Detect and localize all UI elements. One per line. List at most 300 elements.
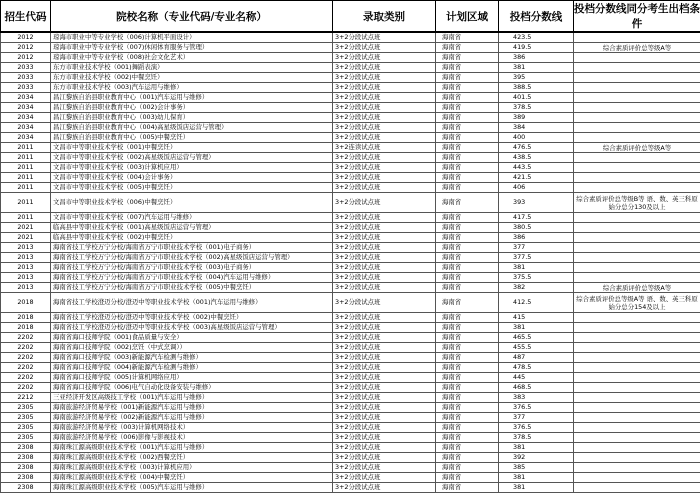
cell-score: 419.5 [499, 43, 574, 53]
cell-score: 445 [499, 373, 574, 383]
cell-condition [574, 213, 700, 223]
table-row [1, 113, 700, 123]
cell-category: 3+2分段试点班 [333, 243, 436, 253]
cell-code: 2034 [1, 93, 51, 103]
cell-code: 2034 [1, 103, 51, 113]
cell-condition [574, 363, 700, 373]
cell-school: 海南省技工学校万宁分校/海南省万宁市职业技术学校（005)中餐烹饪） [51, 283, 333, 293]
table-row [1, 63, 700, 73]
cell-category: 3+2分段试点班 [333, 273, 436, 283]
cell-score: 389 [499, 113, 574, 123]
cell-category: 3+2分段试点班 [333, 403, 436, 413]
cell-school: 海南省技工学校澄迈分校/澄迈中等职业技术学校（001)汽车运用与维修） [51, 293, 333, 313]
table-row [1, 83, 700, 93]
cell-condition [574, 453, 700, 463]
cell-category: 3+2分段试点班 [333, 363, 436, 373]
cell-condition [574, 343, 700, 353]
cell-school: 海南省技工学校万宁分校/海南省万宁市职业技术学校（004)汽车运用与维修） [51, 273, 333, 283]
cell-condition [574, 183, 700, 193]
cell-condition [574, 263, 700, 273]
cell-school: 海南省技工学校万宁分校/海南省万宁市职业技术学校（001)电子商务） [51, 243, 333, 253]
cell-area: 海南省 [436, 73, 499, 83]
cell-condition [574, 473, 700, 483]
cell-condition [574, 233, 700, 243]
cell-school: 海南省技工学校澄迈分校/澄迈中等职业技术学校（002)中餐烹饪） [51, 313, 333, 323]
cell-score: 376.5 [499, 423, 574, 433]
cell-school: 琼海市职业中等专业学校（006)计算机平面设计） [51, 32, 333, 43]
table-row [1, 233, 700, 243]
cell-code: 2033 [1, 63, 51, 73]
cell-code: 2021 [1, 223, 51, 233]
cell-condition [574, 173, 700, 183]
cell-condition [574, 483, 700, 493]
cell-school: 海南珠江源高级职业技术学校（004)中餐烹饪） [51, 473, 333, 483]
cell-category: 3+2分段试点班 [333, 413, 436, 423]
table-row [1, 283, 700, 293]
cell-school: 文昌市中等职业技术学校（007)汽车运用与维修） [51, 213, 333, 223]
cell-score: 386 [499, 233, 574, 243]
cell-code: 2033 [1, 73, 51, 83]
cell-condition [574, 153, 700, 163]
cell-code: 2305 [1, 423, 51, 433]
cell-code: 2018 [1, 313, 51, 323]
cell-category: 3+2分段试点班 [333, 233, 436, 243]
table-row [1, 93, 700, 103]
cell-condition [574, 32, 700, 43]
cell-score: 384 [499, 123, 574, 133]
cell-area: 海南省 [436, 453, 499, 463]
cell-condition [574, 403, 700, 413]
table-row [1, 253, 700, 263]
cell-condition [574, 223, 700, 233]
cell-condition [574, 103, 700, 113]
cell-category: 3+2分段试点班 [333, 53, 436, 63]
cell-condition: 综合素质评价总等级A等 [574, 43, 700, 53]
cell-area: 海南省 [436, 423, 499, 433]
table-row [1, 443, 700, 453]
cell-area: 海南省 [436, 383, 499, 393]
cell-school: 海南省海口技师学院（003)新能源汽车检测与维修） [51, 353, 333, 363]
cell-condition [574, 73, 700, 83]
cell-area: 海南省 [436, 183, 499, 193]
cell-area: 海南省 [436, 243, 499, 253]
cell-code: 2202 [1, 343, 51, 353]
cell-score: 385 [499, 463, 574, 473]
cell-score: 415 [499, 313, 574, 323]
cell-code: 2011 [1, 183, 51, 193]
header-school: 院校名称（专业代码/专业名称） [51, 1, 333, 33]
cell-condition: 综合素质评价总等级A等 [574, 283, 700, 293]
cell-score: 381 [499, 323, 574, 333]
cell-category: 3+2分段试点班 [333, 453, 436, 463]
cell-category: 3+2分段试点班 [333, 32, 436, 43]
cell-code: 2013 [1, 273, 51, 283]
cell-code: 2202 [1, 383, 51, 393]
cell-category: 3+2分段试点班 [333, 463, 436, 473]
cell-category: 3+2分段试点班 [333, 223, 436, 233]
cell-category: 3+2分段试点班 [333, 433, 436, 443]
table-row [1, 73, 700, 83]
cell-score: 375.5 [499, 273, 574, 283]
cell-category: 3+2分段试点班 [333, 83, 436, 93]
table-row [1, 53, 700, 63]
cell-category: 3+2分段试点班 [333, 443, 436, 453]
cell-area: 海南省 [436, 373, 499, 383]
cell-condition [574, 163, 700, 173]
cell-code: 2018 [1, 293, 51, 313]
cell-code: 2305 [1, 433, 51, 443]
cell-code: 2308 [1, 463, 51, 473]
cell-code: 2011 [1, 163, 51, 173]
cell-school: 文昌市中等职业技术学校（004)会计事务） [51, 173, 333, 183]
cell-code: 2012 [1, 43, 51, 53]
table-row [1, 413, 700, 423]
cell-category: 3+2分段试点班 [333, 63, 436, 73]
cell-school: 海南省海口技师学院（005)计算机网络应用） [51, 373, 333, 383]
cell-school: 海南省海口技师学院（004)新能源汽车检测与维修） [51, 363, 333, 373]
cell-code: 2011 [1, 213, 51, 223]
table-row [1, 213, 700, 223]
cell-condition [574, 113, 700, 123]
cell-area: 海南省 [436, 143, 499, 153]
cell-school: 海南省技工学校澄迈分校/澄迈中等职业技术学校（003)高星级饭店运营与管理） [51, 323, 333, 333]
cell-code: 2308 [1, 483, 51, 493]
cell-condition: 综合素质评价总等级A等 语、数、英三科原始分总分154及以上 [574, 293, 700, 313]
cell-score: 382 [499, 283, 574, 293]
cell-school: 海南珠江源高级职业技术学校（001)汽车运用与维修） [51, 443, 333, 453]
cell-area: 海南省 [436, 313, 499, 323]
cell-score: 400 [499, 133, 574, 143]
cell-school: 海南珠江源高级职业技术学校（002)西餐烹饪） [51, 453, 333, 463]
table-row [1, 483, 700, 493]
cell-category: 3+2分段试点班 [333, 343, 436, 353]
cell-score: 381 [499, 483, 574, 493]
cell-category: 3+2分段试点班 [333, 153, 436, 163]
cell-category: 3+2分段试点班 [333, 483, 436, 493]
cell-school: 东方市职业技术学校（003)汽车运用与维修） [51, 83, 333, 93]
cell-code: 2308 [1, 473, 51, 483]
cell-score: 395 [499, 73, 574, 83]
cell-category: 3+2分段试点班 [333, 163, 436, 173]
cell-score: 380.5 [499, 223, 574, 233]
cell-school: 昌江黎族自治县职业教育中心（003)幼儿保育） [51, 113, 333, 123]
cell-score: 487 [499, 353, 574, 363]
cell-score: 412.5 [499, 293, 574, 313]
cell-condition [574, 53, 700, 63]
cell-category: 3+2分段试点班 [333, 213, 436, 223]
cell-area: 海南省 [436, 253, 499, 263]
cell-school: 海南珠江源高级职业技术学校（005)汽车运用与维修） [51, 483, 333, 493]
cell-area: 海南省 [436, 113, 499, 123]
cell-area: 海南省 [436, 153, 499, 163]
cell-category: 3+2分段试点班 [333, 323, 436, 333]
cell-area: 海南省 [436, 103, 499, 113]
cell-area: 海南省 [436, 263, 499, 273]
cell-score: 376.5 [499, 403, 574, 413]
cell-category: 3+2分段试点班 [333, 43, 436, 53]
cell-school: 文昌市中等职业技术学校（005)中餐烹饪） [51, 183, 333, 193]
cell-condition [574, 383, 700, 393]
table-row [1, 393, 700, 403]
header-area: 计划区域 [436, 1, 499, 33]
cell-area: 海南省 [436, 463, 499, 473]
cell-school: 海南省海口技师学院（002)烹饪（中式烹调）） [51, 343, 333, 353]
cell-area: 海南省 [436, 413, 499, 423]
cell-score: 421.5 [499, 173, 574, 183]
table-row [1, 273, 700, 283]
table-row [1, 463, 700, 473]
cell-area: 海南省 [436, 273, 499, 283]
cell-code: 2011 [1, 173, 51, 183]
cell-score: 443.5 [499, 163, 574, 173]
table-row [1, 433, 700, 443]
cell-area: 海南省 [436, 433, 499, 443]
table-row [1, 173, 700, 183]
cell-school: 临高县中等职业技术学校（002)中餐烹饪） [51, 233, 333, 243]
table-row [1, 343, 700, 353]
cell-score: 438.5 [499, 153, 574, 163]
cell-condition [574, 413, 700, 423]
cell-code: 2012 [1, 53, 51, 63]
cell-code: 2013 [1, 283, 51, 293]
table-row [1, 243, 700, 253]
cell-code: 2013 [1, 263, 51, 273]
cell-category: 3+2分段试点班 [333, 173, 436, 183]
cell-score: 377.5 [499, 253, 574, 263]
cell-area: 海南省 [436, 53, 499, 63]
cell-condition [574, 63, 700, 73]
cell-category: 3+2分段试点班 [333, 393, 436, 403]
cell-code: 2013 [1, 243, 51, 253]
cell-category: 3+2分段试点班 [333, 373, 436, 383]
cell-score: 378.5 [499, 433, 574, 443]
cell-score: 406 [499, 183, 574, 193]
cell-condition [574, 273, 700, 283]
cell-school: 三亚经济开发区高级技工学校（001)汽车运用与维修） [51, 393, 333, 403]
cell-code: 2308 [1, 453, 51, 463]
cell-area: 海南省 [436, 43, 499, 53]
cell-score: 381 [499, 63, 574, 73]
cell-code: 2011 [1, 153, 51, 163]
cell-code: 2202 [1, 353, 51, 363]
cell-area: 海南省 [436, 443, 499, 453]
table-row [1, 363, 700, 373]
cell-condition [574, 323, 700, 333]
cell-area: 海南省 [436, 403, 499, 413]
cell-school: 海南省技工学校万宁分校/海南省万宁市职业技术学校（003)电子商务） [51, 263, 333, 273]
cell-condition [574, 253, 700, 263]
cell-category: 3+2分段试点班 [333, 103, 436, 113]
cell-score: 465.5 [499, 333, 574, 343]
cell-score: 378.5 [499, 103, 574, 113]
cell-condition: 综合素质评价总等级B等 语、数、英三科原始分总分130及以上 [574, 193, 700, 213]
cell-score: 476.5 [499, 143, 574, 153]
cell-condition [574, 353, 700, 363]
table-row [1, 133, 700, 143]
cell-code: 2212 [1, 393, 51, 403]
cell-area: 海南省 [436, 83, 499, 93]
cell-score: 392 [499, 453, 574, 463]
table-row [1, 383, 700, 393]
table-row [1, 353, 700, 363]
cell-school: 琼海市职业中等专业学校（007)休闲体育服务与管理） [51, 43, 333, 53]
cell-score: 455.5 [499, 343, 574, 353]
cell-code: 2034 [1, 133, 51, 143]
cell-area: 海南省 [436, 343, 499, 353]
cell-school: 海南省技工学校万宁分校/海南省万宁市职业技术学校（002)高星级饭店运营与管理） [51, 253, 333, 263]
cell-area: 海南省 [436, 363, 499, 373]
cell-code: 2034 [1, 123, 51, 133]
cell-score: 417.5 [499, 213, 574, 223]
cell-school: 海南旅游经济贸易学校（006)影像与影视技术） [51, 433, 333, 443]
table-row [1, 263, 700, 273]
cell-category: 3+2分段试点班 [333, 133, 436, 143]
cell-school: 文昌市中等职业技术学校（002)高星级饭店运营与管理） [51, 153, 333, 163]
cell-school: 文昌市中等职业技术学校（006)中餐烹饪） [51, 193, 333, 213]
cell-condition [574, 423, 700, 433]
table-row [1, 313, 700, 323]
table-row [1, 153, 700, 163]
cell-category: 3+2连读试点班 [333, 143, 436, 153]
cell-category: 3+2分段试点班 [333, 313, 436, 323]
cell-school: 昌江黎族自治县职业教育中心（002)会计事务） [51, 103, 333, 113]
cell-school: 海南旅游经济贸易学校（001)新能源汽车运用与维修） [51, 403, 333, 413]
table-row [1, 193, 700, 213]
cell-school: 东方市职业技术学校（002)中餐烹饪） [51, 73, 333, 83]
cell-condition [574, 373, 700, 383]
cell-area: 海南省 [436, 483, 499, 493]
cell-condition [574, 83, 700, 93]
cell-category: 3+2分段试点班 [333, 113, 436, 123]
cell-area: 海南省 [436, 233, 499, 243]
cell-score: 377 [499, 413, 574, 423]
cell-code: 2202 [1, 363, 51, 373]
cell-area: 海南省 [436, 93, 499, 103]
cell-school: 东方市职业技术学校（001)舞蹈表演） [51, 63, 333, 73]
cell-area: 海南省 [436, 353, 499, 363]
cell-score: 478.5 [499, 363, 574, 373]
cell-category: 3+2分段试点班 [333, 383, 436, 393]
cell-code: 2011 [1, 143, 51, 153]
cell-category: 3+2分段试点班 [333, 123, 436, 133]
cell-code: 2305 [1, 403, 51, 413]
cell-code: 2021 [1, 233, 51, 243]
table-row [1, 43, 700, 53]
cell-area: 海南省 [436, 163, 499, 173]
table-row [1, 453, 700, 463]
cell-category: 3+2分段试点班 [333, 263, 436, 273]
cell-code: 2308 [1, 443, 51, 453]
cell-category: 3+2分段试点班 [333, 193, 436, 213]
cell-code: 2013 [1, 253, 51, 263]
table-header-row [1, 1, 700, 33]
table-row [1, 373, 700, 383]
cell-code: 2202 [1, 333, 51, 343]
table-row [1, 103, 700, 113]
cell-score: 401.5 [499, 93, 574, 103]
cell-category: 3+2分段试点班 [333, 183, 436, 193]
cell-area: 海南省 [436, 63, 499, 73]
cell-area: 海南省 [436, 193, 499, 213]
cell-condition [574, 393, 700, 403]
table-row [1, 423, 700, 433]
cell-school: 文昌市中等职业技术学校（001)中餐烹饪） [51, 143, 333, 153]
cell-condition [574, 123, 700, 133]
cell-condition: 综合素质评价总等级A等 [574, 143, 700, 153]
cell-score: 381 [499, 473, 574, 483]
cell-category: 3+2分段试点班 [333, 353, 436, 363]
cell-area: 海南省 [436, 123, 499, 133]
cell-school: 文昌市中等职业技术学校（003)计算机应用） [51, 163, 333, 173]
cell-category: 3+2分段试点班 [333, 73, 436, 83]
cell-school: 海南省海口技师学院（006)电气自动化设备安装与维修） [51, 383, 333, 393]
cell-code: 2011 [1, 193, 51, 213]
cell-score: 377 [499, 243, 574, 253]
cell-school: 昌江黎族自治县职业教育中心（004)高星级饭店运营与管理） [51, 123, 333, 133]
cell-code: 2018 [1, 323, 51, 333]
header-score: 投档分数线 [499, 1, 574, 33]
cell-code: 2012 [1, 32, 51, 43]
table-body [1, 32, 700, 493]
cell-condition [574, 433, 700, 443]
table-row [1, 143, 700, 153]
cell-area: 海南省 [436, 213, 499, 223]
cell-score: 423.5 [499, 32, 574, 43]
cell-category: 3+2分段试点班 [333, 473, 436, 483]
cell-condition [574, 243, 700, 253]
cell-category: 3+2分段试点班 [333, 423, 436, 433]
cell-code: 2305 [1, 413, 51, 423]
header-code: 招生代码 [1, 1, 51, 33]
cell-score: 381 [499, 443, 574, 453]
cell-area: 海南省 [436, 333, 499, 343]
table-row [1, 123, 700, 133]
cell-school: 昌江黎族自治县职业教育中心（001)汽车运用与维修） [51, 93, 333, 103]
cell-school: 海南省海口技师学院（001)食品质量与安全） [51, 333, 333, 343]
table-row [1, 403, 700, 413]
cell-score: 386 [499, 53, 574, 63]
cell-area: 海南省 [436, 473, 499, 483]
header-category: 录取类别 [333, 1, 436, 33]
table-row [1, 163, 700, 173]
cell-score: 388.5 [499, 83, 574, 93]
cell-condition [574, 313, 700, 323]
cell-area: 海南省 [436, 323, 499, 333]
table-row [1, 183, 700, 193]
cell-category: 3+2分段试点班 [333, 93, 436, 103]
table-row [1, 323, 700, 333]
cell-area: 海南省 [436, 223, 499, 233]
table-row [1, 333, 700, 343]
cell-category: 3+2分段试点班 [333, 283, 436, 293]
table-row [1, 223, 700, 233]
cell-category: 3+2分段试点班 [333, 333, 436, 343]
cell-school: 昌江黎族自治县职业教育中心（005)中餐烹饪） [51, 133, 333, 143]
cell-code: 2034 [1, 113, 51, 123]
cell-condition [574, 333, 700, 343]
cell-condition [574, 93, 700, 103]
cell-category: 3+2分段试点班 [333, 253, 436, 263]
cell-school: 海南旅游经济贸易学校（003)计算机网络技术） [51, 423, 333, 433]
header-condition: 投档分数线同分考生出档条件 [574, 1, 700, 33]
cell-score: 381 [499, 263, 574, 273]
cell-condition [574, 463, 700, 473]
cell-school: 临高县中等职业技术学校（001)高星级饭店运营与管理） [51, 223, 333, 233]
cell-code: 2202 [1, 373, 51, 383]
table-row [1, 293, 700, 313]
cell-area: 海南省 [436, 133, 499, 143]
cell-area: 海南省 [436, 393, 499, 403]
